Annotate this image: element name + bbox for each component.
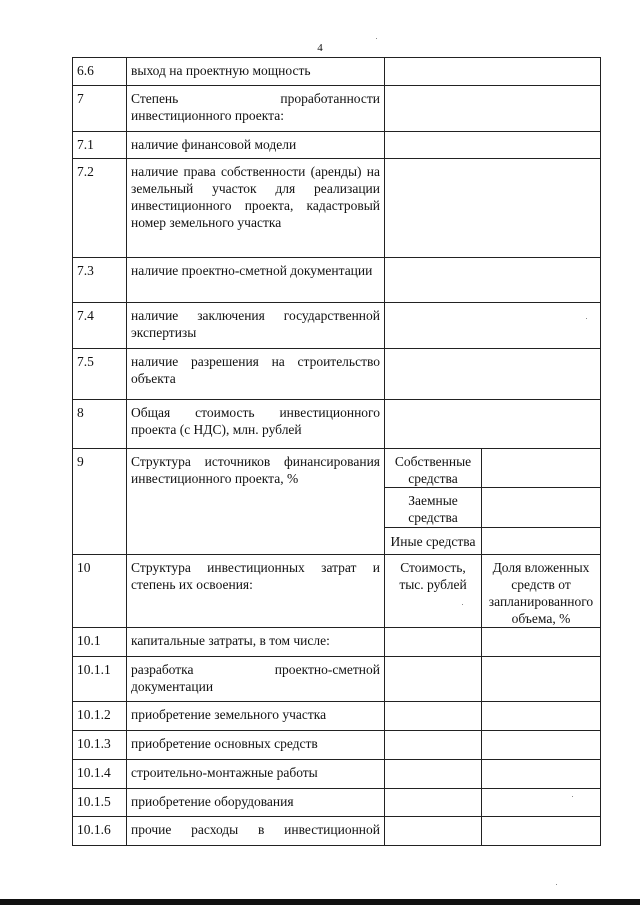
row-description: Общая стоимость инвестиционного проекта (с НДС), млн. рублей (127, 400, 385, 449)
table-row (73, 449, 601, 488)
row-description: наличие разрешения на строительство объекта (127, 349, 385, 400)
column-header-cost: Стоимость, тыс. рублей (385, 555, 482, 628)
value-cell[interactable] (385, 132, 601, 159)
value-cell[interactable] (385, 86, 601, 132)
table-row (73, 258, 601, 303)
table-row (73, 789, 601, 817)
row-number: 10 (73, 555, 127, 628)
table-row (73, 760, 601, 789)
value-cell[interactable] (385, 628, 482, 657)
scan-speck (462, 604, 463, 605)
row-description: капитальные затраты, в том числе: (127, 628, 385, 657)
row-description: прочие расходы в инвестиционной (127, 817, 385, 846)
scan-speck (556, 884, 557, 885)
table-row (73, 58, 601, 86)
row-description: приобретение основных средств (127, 731, 385, 760)
table-row (73, 731, 601, 760)
value-cell[interactable] (482, 817, 601, 846)
row-description: Структура источников финансирования инвестиционного проекта, % (127, 449, 385, 555)
row-number: 10.1.6 (73, 817, 127, 846)
table-row (73, 628, 601, 657)
value-cell[interactable] (385, 159, 601, 258)
row-description: строительно-монтажные работы (127, 760, 385, 789)
row-number: 10.1.4 (73, 760, 127, 789)
row-number: 9 (73, 449, 127, 555)
row-description: наличие заключения государственной экспертизы (127, 303, 385, 349)
table-row (73, 702, 601, 731)
row-description: наличие проектно-сметной документации (127, 258, 385, 303)
row-description: Структура инвестиционных затрат и степень их освоения: (127, 555, 385, 628)
value-cell[interactable] (482, 657, 601, 702)
value-cell[interactable] (482, 702, 601, 731)
value-cell[interactable] (385, 789, 482, 817)
row-number: 8 (73, 400, 127, 449)
row-number: 10.1.3 (73, 731, 127, 760)
row-number: 7.3 (73, 258, 127, 303)
row-description: приобретение оборудования (127, 789, 385, 817)
row-description: наличие финансовой модели (127, 132, 385, 159)
value-cell[interactable] (385, 400, 601, 449)
row-number: 6.6 (73, 58, 127, 86)
funding-source-label: Собственные средства (385, 449, 482, 488)
table-row (73, 86, 601, 132)
table-row (73, 159, 601, 258)
row-description: Степень проработанности инвестиционного проекта: (127, 86, 385, 132)
value-cell[interactable] (385, 817, 482, 846)
table-row (73, 400, 601, 449)
row-number: 10.1 (73, 628, 127, 657)
table-row (73, 132, 601, 159)
value-cell[interactable] (385, 258, 601, 303)
row-description: разработка проектно-сметной документации (127, 657, 385, 702)
row-description: приобретение земельного участка (127, 702, 385, 731)
row-number: 7 (73, 86, 127, 132)
value-cell[interactable] (482, 731, 601, 760)
row-description: выход на проектную мощность (127, 58, 385, 86)
value-cell[interactable] (482, 528, 601, 555)
funding-source-label: Заемные средства (385, 488, 482, 528)
value-cell[interactable] (482, 449, 601, 488)
row-number: 7.1 (73, 132, 127, 159)
row-description: наличие права собственности (аренды) на земельный участок для реализации инвестиционного проекта, кадастровый номер земельного участка (127, 159, 385, 258)
value-cell[interactable] (385, 702, 482, 731)
table-row (73, 817, 601, 846)
investment-project-table (72, 57, 601, 846)
scan-edge-bar (0, 899, 640, 905)
value-cell[interactable] (482, 760, 601, 789)
row-number: 7.5 (73, 349, 127, 400)
value-cell[interactable] (482, 789, 601, 817)
value-cell[interactable] (385, 349, 601, 400)
funding-source-label: Иные средства (385, 528, 482, 555)
table-row (73, 303, 601, 349)
value-cell[interactable] (385, 303, 601, 349)
row-number: 10.1.5 (73, 789, 127, 817)
row-number: 10.1.1 (73, 657, 127, 702)
scan-speck (572, 796, 573, 797)
value-cell[interactable] (385, 760, 482, 789)
value-cell[interactable] (482, 628, 601, 657)
row-number: 7.4 (73, 303, 127, 349)
column-header-share: Доля вложенных средств от запланированного объема, % (482, 555, 601, 628)
scan-speck (586, 318, 587, 319)
table-row (73, 555, 601, 628)
page-number: 4 (317, 42, 323, 54)
value-cell[interactable] (385, 58, 601, 86)
row-number: 10.1.2 (73, 702, 127, 731)
table-row (73, 349, 601, 400)
scan-speck (376, 38, 377, 39)
value-cell[interactable] (385, 657, 482, 702)
value-cell[interactable] (385, 731, 482, 760)
row-number: 7.2 (73, 159, 127, 258)
table-row (73, 657, 601, 702)
value-cell[interactable] (482, 488, 601, 528)
